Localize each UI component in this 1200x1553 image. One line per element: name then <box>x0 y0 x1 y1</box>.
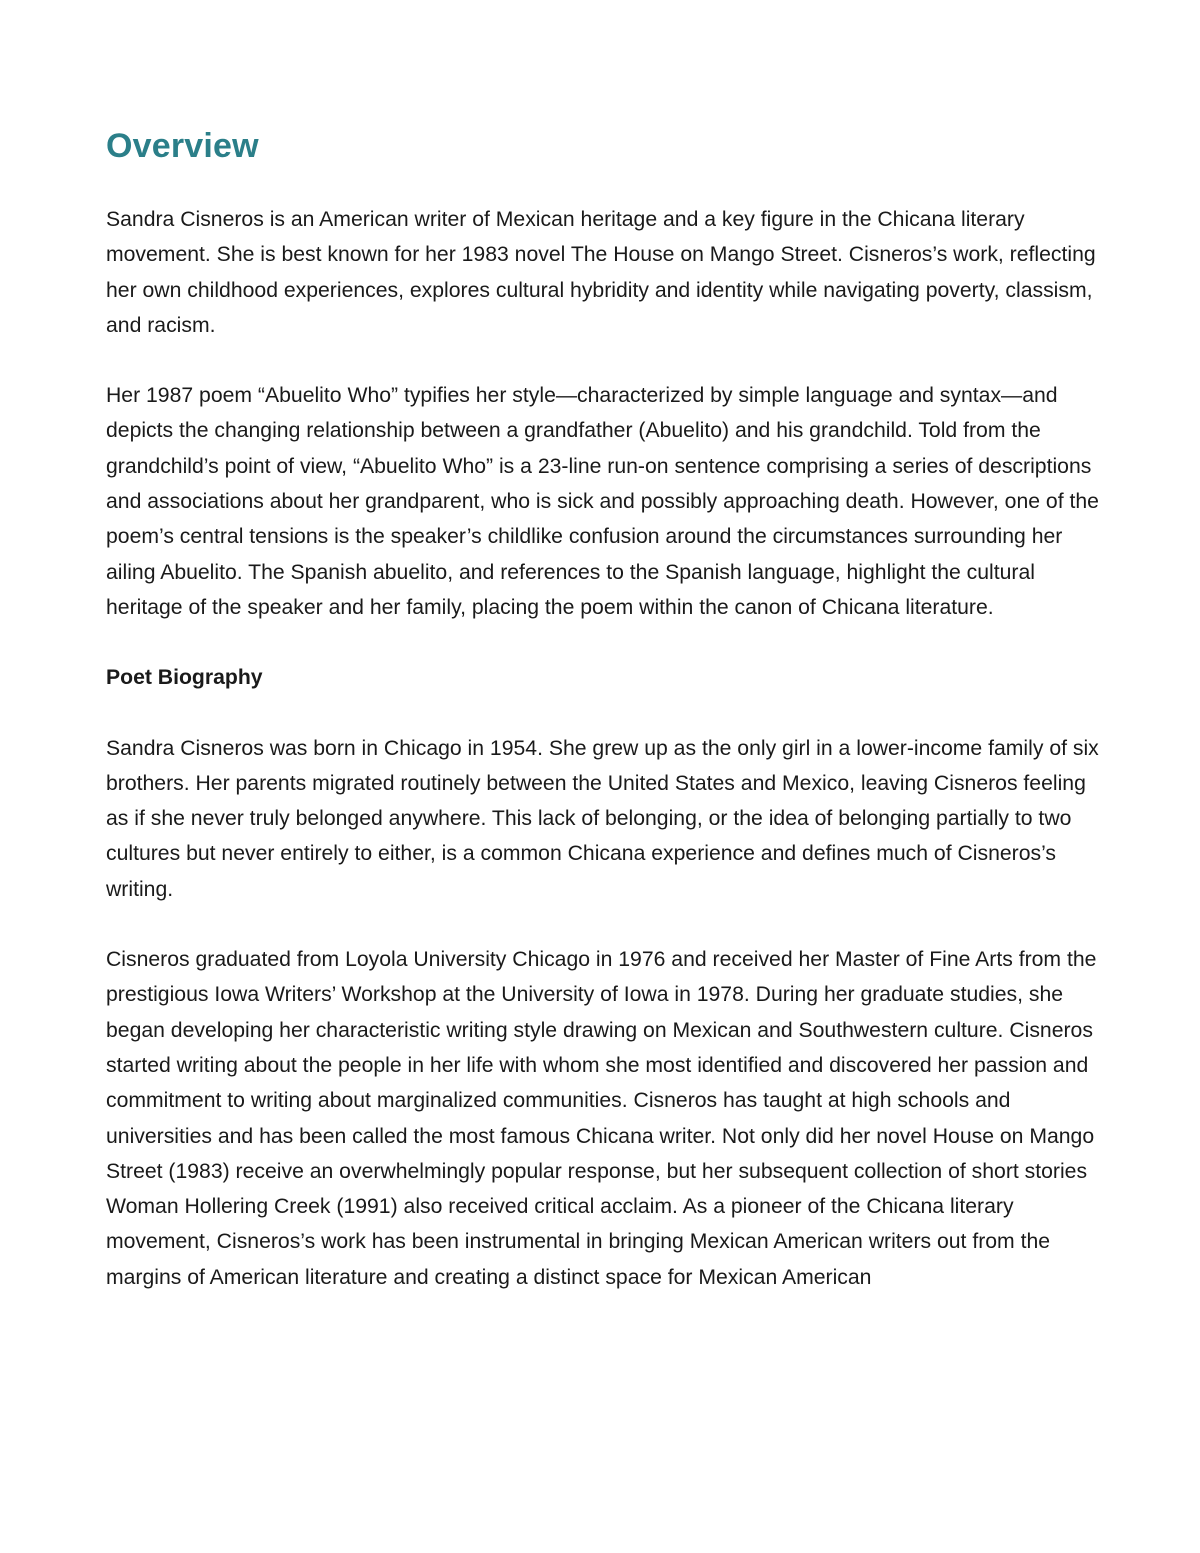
overview-paragraph-1: Sandra Cisneros is an American writer of Mexican heritage and a key figure in the Chicana literary movement. She is best known for her 1983 novel The House on Mango Street. Cisneros’s work, reflecting her own childhood experiences, explores cultural hybridity and identity while navigating poverty, classism, and racism. <box>106 208 1096 337</box>
spacer <box>106 625 1106 660</box>
overview-paragraph-2: Her 1987 poem “Abuelito Who” typifies her style—characterized by simple language and syntax—and depicts the changing relationship between a grandfather (Abuelito) and his grandchild. Told from the grandchild’s point of view, “Abuelito Who” is a 23-line run-on sentence comprising a series of descriptions and associations about her grandparent, who is sick and possibly approaching death. However, one of the poem’s central tensions is the speaker’s childlike confusion around the circumstances surrounding her ailing Abuelito. The Spanish abuelito, and references to the Spanish language, highlight the cultural heritage of the speaker and her family, placing the poem within the canon of Chicana literature. <box>106 384 1099 619</box>
spacer <box>106 172 1106 202</box>
overview-title: Overview <box>106 127 259 165</box>
spacer <box>106 907 1106 942</box>
spacer <box>106 343 1106 378</box>
biography-paragraph-1: Sandra Cisneros was born in Chicago in 1954. She grew up as the only girl in a lower-income family of six brothers. Her parents migrated routinely between the United States and Mexico, leaving Cisneros feeling as if she never truly belonged anywhere. This lack of belonging, or the idea of belonging partially to two cultures but never entirely to either, is a common Chicana experience and defines much of Cisneros’s writing. <box>106 736 1099 901</box>
poet-biography-heading: Poet Biography <box>106 666 263 690</box>
biography-paragraph-2: Cisneros graduated from Loyola University Chicago in 1976 and received her Master of Fine Arts from the prestigious Iowa Writers’ Workshop at the University of Iowa in 1978. During her graduate studies, she began developing her characteristic writing style drawing on Mexican and Southwestern culture. Cisneros started writing about the people in her life with whom she most identified and discovered her passion and commitment to writing about marginalized communities. Cisneros has taught at high schools and universities and has been called the most famous Chicana writer. Not only did her novel House on Mango Street (1983) receive an overwhelmingly popular response, but her subsequent collection of short stories Woman Hollering Creek (1991) also received critical acclaim. As a pioneer of the Chicana literary movement, Cisneros’s work has been instrumental in bringing Mexican American writers out from the margins of American literature and creating a distinct space for Mexican American <box>106 948 1097 1289</box>
document-page <box>106 120 1106 1295</box>
spacer <box>106 696 1106 731</box>
